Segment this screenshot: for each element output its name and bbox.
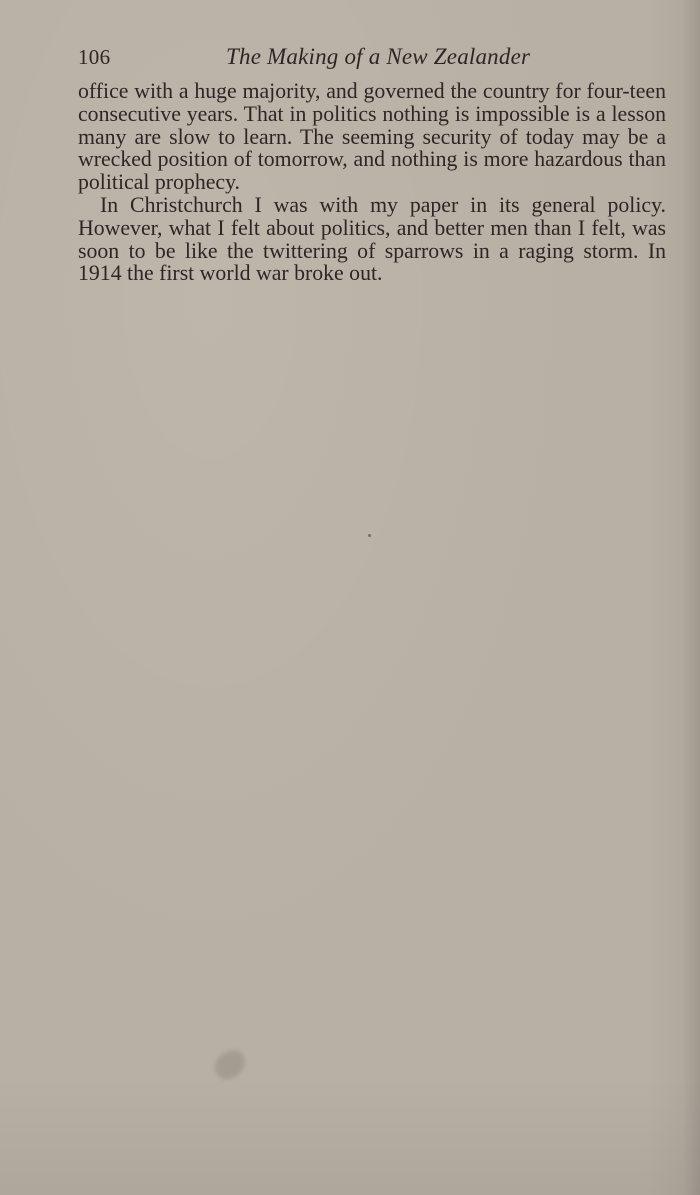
paper-speck (368, 534, 371, 537)
paragraph-1: office with a huge majority, and governed the country for four-teen consecutive years. That in politics nothing is impossible is a lesson many are slow to learn. The seeming security of today may be a wrecked position of tomorrow, and nothing is more hazardous than political prophecy. (78, 79, 666, 195)
page-body (78, 80, 666, 285)
page-edge-shadow (682, 0, 700, 1195)
page-header (78, 43, 666, 71)
paragraph-2: In Christchurch I was with my paper in its general policy. However, what I felt about politics, and better men than I felt, was soon to be like the twittering of sparrows in a raging storm. In 1914 the first world war broke out. (78, 192, 666, 286)
paper-smudge (210, 1046, 250, 1084)
running-title: The Making of a New Zealander (226, 44, 531, 69)
page-number: 106 (78, 45, 111, 69)
